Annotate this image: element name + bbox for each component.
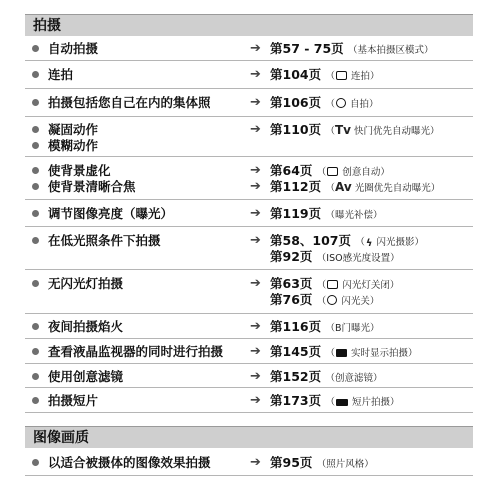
arrow-icon: ➔ (250, 276, 261, 291)
bullet (32, 397, 39, 404)
page-ref: 第112页 （Av 光圈优先自动曝光） (270, 179, 441, 194)
flash-icon: ϟ (365, 238, 373, 249)
movie-icon (336, 399, 348, 406)
page-ref: 第64页 （ 创意自动） (270, 163, 390, 178)
page-ref: 第58、107页 （ϟ 闪光摄影） (270, 233, 424, 252)
section-title: 图像画质 (33, 430, 89, 446)
flash-off-icon (327, 280, 338, 289)
list-item (25, 270, 473, 314)
topic: 无闪光灯拍摄 (48, 276, 124, 291)
list-item (25, 339, 473, 364)
page-ref: 第116页 （B门曝光） (270, 319, 380, 334)
list-item (25, 388, 473, 413)
topic: 自动拍摄 (48, 41, 99, 56)
topic: 调节图像亮度（曝光） (48, 206, 174, 221)
arrow-icon: ➔ (250, 163, 261, 178)
arrow-icon: ➔ (250, 122, 261, 137)
topic: 夜间拍摄焰火 (48, 319, 124, 334)
creative-auto-icon (327, 167, 338, 176)
page-ref: 第95页 （照片风格） (270, 455, 374, 470)
bullet (32, 167, 39, 174)
page-ref: 第110页 （Tv 快门优先自动曝光） (270, 122, 440, 137)
bullet (32, 373, 39, 380)
bullet (32, 99, 39, 106)
topic: 使背景清晰合焦 (48, 179, 136, 194)
arrow-icon: ➔ (250, 319, 261, 334)
list-item (25, 314, 473, 339)
flash-off-circle-icon (327, 295, 337, 305)
bullet (32, 210, 39, 217)
arrow-icon: ➔ (250, 179, 261, 194)
topic: 在低光照条件下拍摄 (48, 233, 161, 248)
page-ref: 第152页 （创意滤镜） (270, 369, 383, 384)
bullet (32, 126, 39, 133)
section-title: 拍摄 (33, 18, 61, 34)
topic: 使背景虚化 (48, 163, 111, 178)
page-ref: 第173页 （ 短片拍摄） (270, 393, 400, 408)
list-item (25, 89, 473, 117)
section-header-image-quality (25, 426, 473, 448)
page-ref: 第57 - 75页 （基本拍摄区模式） (270, 41, 434, 56)
list-item (25, 61, 473, 89)
list-item (25, 449, 473, 476)
bullet (32, 280, 39, 287)
page-ref: 第145页 （ 实时显示拍摄） (270, 344, 418, 359)
topic: 连拍 (48, 67, 74, 82)
topic: 以适合被摄体的图像效果拍摄 (48, 455, 211, 470)
page-ref: 第106页 （ 自拍） (270, 95, 379, 110)
arrow-icon: ➔ (250, 95, 261, 110)
list-item (25, 227, 473, 270)
bullet (32, 459, 39, 466)
continuous-shooting-icon (336, 71, 347, 80)
page-ref: 第63页 （ 闪光灯关闭） (270, 276, 400, 291)
arrow-icon: ➔ (250, 344, 261, 359)
page-ref: 第92页 （ISO感光度设置） (270, 249, 400, 264)
arrow-icon: ➔ (250, 206, 261, 221)
topic: 凝固动作 (48, 122, 99, 137)
page-ref: 第104页 （ 连拍） (270, 67, 380, 82)
topic: 使用创意滤镜 (48, 369, 124, 384)
arrow-icon: ➔ (250, 67, 261, 82)
tv-mode-label: Tv (334, 123, 351, 137)
bullet (32, 45, 39, 52)
topic: 查看液晶监视器的同时进行拍摄 (48, 344, 224, 359)
bullet (32, 71, 39, 78)
topic: 模糊动作 (48, 138, 99, 153)
live-view-camera-icon (336, 349, 347, 357)
list-item (25, 117, 473, 157)
self-timer-icon (336, 98, 346, 108)
bullet (32, 323, 39, 330)
topic: 拍摄包括您自己在内的集体照 (48, 95, 211, 110)
arrow-icon: ➔ (250, 455, 261, 470)
list-item (25, 200, 473, 227)
bullet (32, 348, 39, 355)
section-header-shooting (25, 14, 473, 36)
list-item (25, 157, 473, 200)
arrow-icon: ➔ (250, 393, 261, 408)
arrow-icon: ➔ (250, 41, 261, 56)
list-item (25, 37, 473, 61)
bullet (32, 183, 39, 190)
arrow-icon: ➔ (250, 369, 261, 384)
list-item (25, 364, 473, 388)
page-ref: 第119页 （曝光补偿） (270, 206, 383, 221)
bullet (32, 237, 39, 244)
av-mode-label: Av (334, 180, 352, 194)
arrow-icon: ➔ (250, 233, 261, 248)
topic: 拍摄短片 (48, 393, 99, 408)
bullet (32, 142, 39, 149)
page-ref: 第76页 （ 闪光关） (270, 292, 380, 307)
